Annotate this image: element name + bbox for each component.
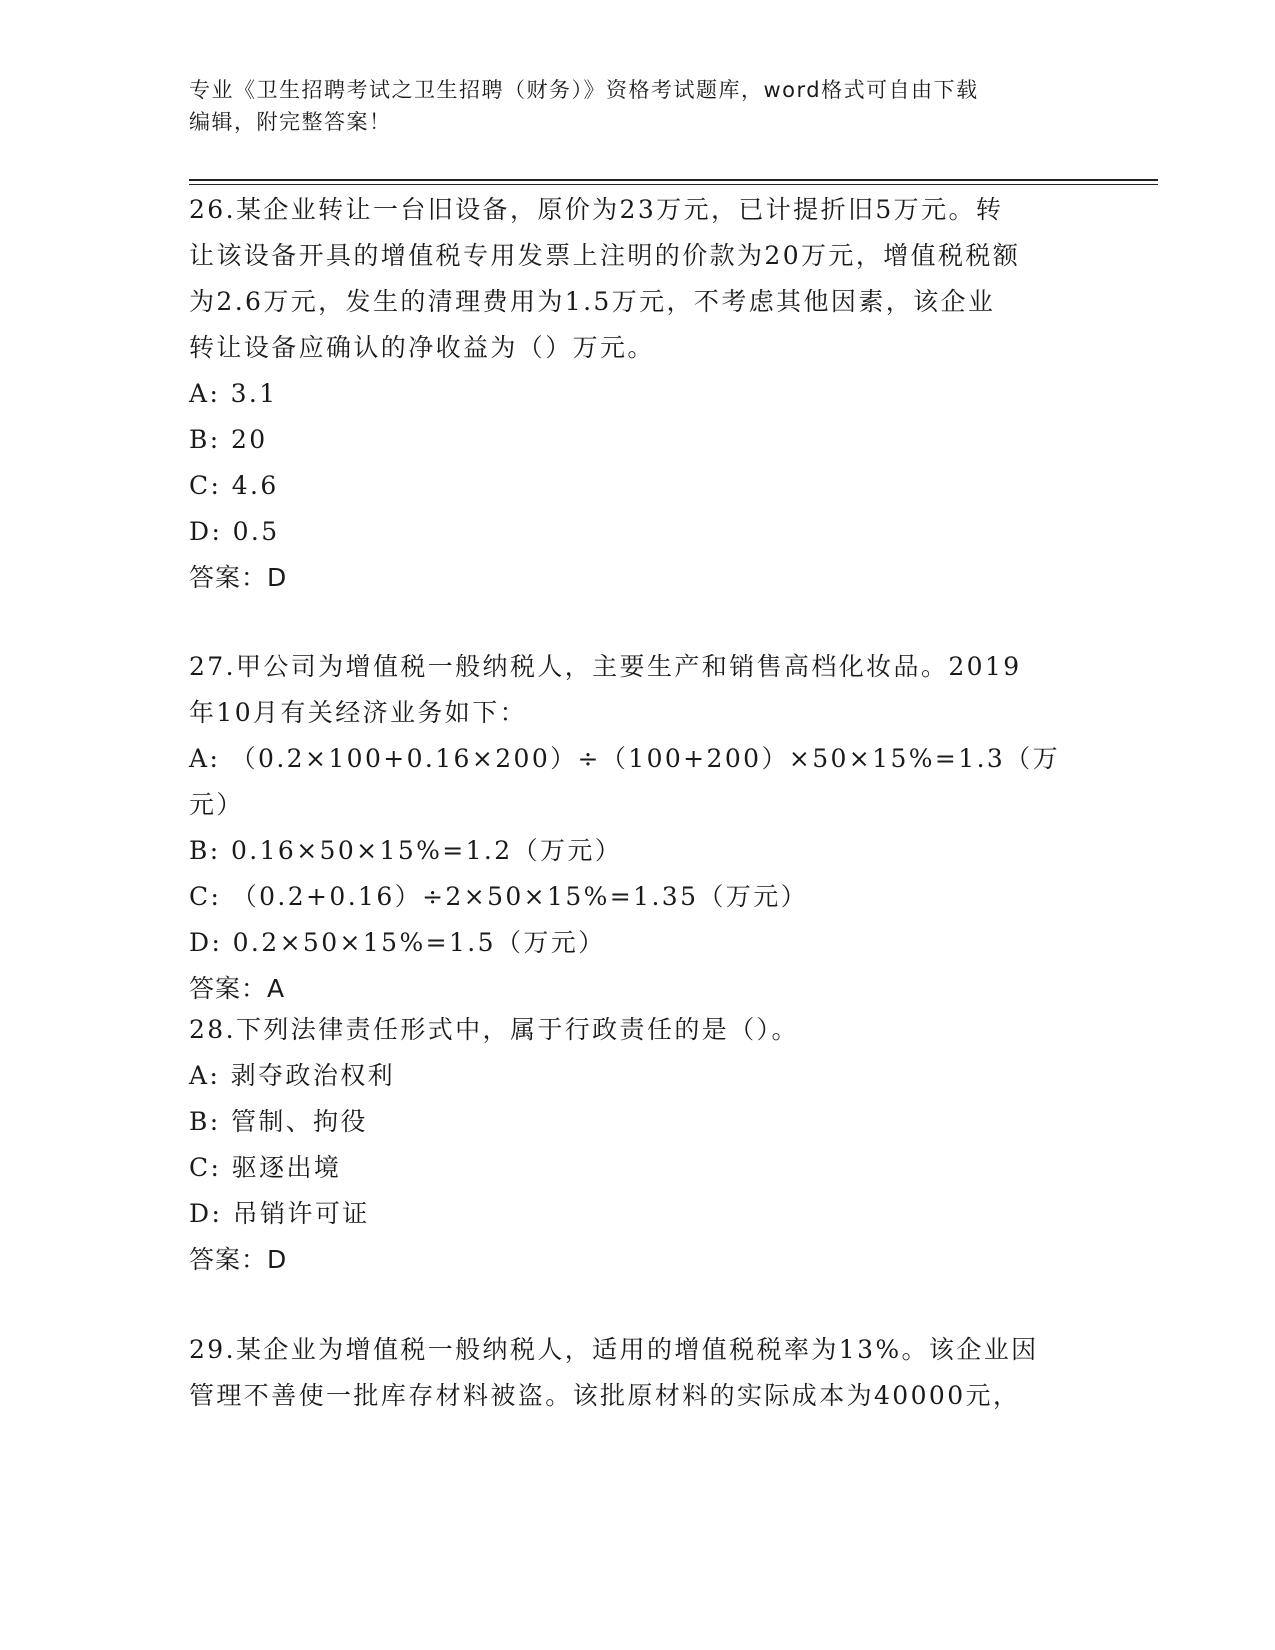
- option-b: B: 管制、拘役: [189, 1107, 368, 1136]
- option-a: A: 剥夺政治权利: [189, 1061, 396, 1090]
- option-b: B: 0.16×50×15%=1.2（万元）: [189, 836, 623, 865]
- question-stem-line: 28.下列法律责任形式中，属于行政责任的是（）。: [189, 1015, 799, 1044]
- option-c: C: （0.2+0.16）÷2×50×15%=1.35（万元）: [189, 882, 809, 911]
- question-stem-line: 让该设备开具的增值税专用发票上注明的价款为20万元，增值税税额: [189, 241, 1021, 270]
- question-stem-line: 26.某企业转让一台旧设备，原价为23万元，已计提折旧5万元。转: [189, 195, 1004, 224]
- question-stem-line: 27.甲公司为增值税一般纳税人，主要生产和销售高档化妆品。2019: [189, 652, 1022, 681]
- question-stem-line: 年10月有关经济业务如下：: [189, 698, 528, 727]
- question-stem-line: 管理不善使一批库存材料被盗。该批原材料的实际成本为40000元，: [189, 1381, 1021, 1410]
- question-stem-line: 为2.6万元，发生的清理费用为1.5万元，不考虑其他因素，该企业: [189, 287, 996, 316]
- answer-label: 答案：A: [189, 974, 286, 1003]
- header-divider-thick: [189, 179, 1158, 181]
- question-stem-line: 29.某企业为增值税一般纳税人，适用的增值税税率为13%。该企业因: [189, 1335, 1039, 1364]
- question-28: [189, 1007, 1089, 1283]
- header-divider-thin: [189, 184, 1158, 185]
- answer-label: 答案：D: [189, 563, 288, 592]
- question-27: [189, 644, 1089, 1012]
- question-29: [189, 1327, 1089, 1419]
- question-stem-line: 转让设备应确认的净收益为（）万元。: [189, 333, 655, 362]
- header-line-2: 编辑，附完整答案！: [189, 110, 392, 134]
- option-b: B: 20: [189, 425, 268, 454]
- document-header: [189, 74, 1069, 138]
- option-d: D: 0.5: [189, 517, 280, 546]
- option-c: C: 驱逐出境: [189, 1153, 342, 1182]
- option-a: A: （0.2×100+0.16×200）÷（100+200）×50×15%=1.3（万元）: [189, 744, 1061, 819]
- header-line-1: 专业《卫生招聘考试之卫生招聘（财务）》资格考试题库，word格式可自由下载: [189, 78, 979, 102]
- option-d: D: 0.2×50×15%=1.5（万元）: [189, 928, 606, 957]
- option-d: D: 吊销许可证: [189, 1199, 370, 1228]
- option-a: A: 3.1: [189, 379, 278, 408]
- answer-label: 答案：D: [189, 1245, 288, 1274]
- question-26: [189, 187, 1089, 601]
- option-c: C: 4.6: [189, 471, 279, 500]
